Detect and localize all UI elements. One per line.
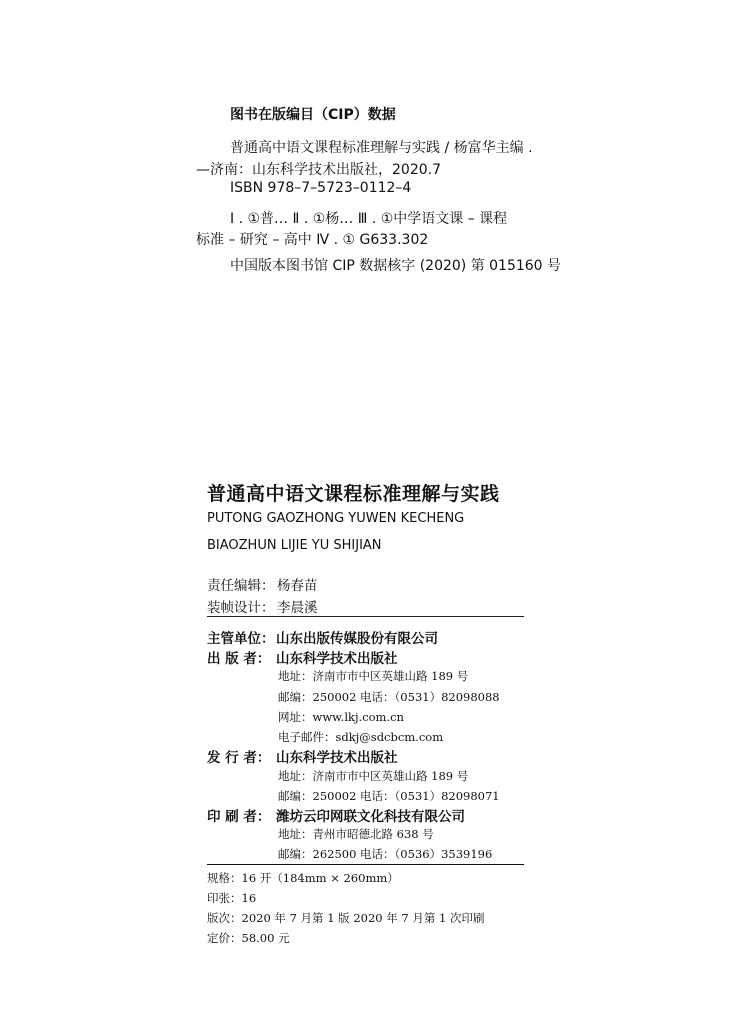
- cip-record-number: 中国版本图书馆 CIP 数据核字 (2020) 第 015160 号: [230, 258, 562, 274]
- cip-title-line: 普通高中语文课程标准理解与实践 / 杨富华主编 .: [230, 140, 533, 156]
- book-title-pinyin-2: BIAOZHUN LIJIE YU SHIJIAN: [207, 538, 382, 553]
- distributor-label: 发 行 者：: [207, 750, 271, 766]
- sheets-line: 印张：16: [207, 891, 257, 905]
- design-value: 李晨溪: [277, 600, 318, 616]
- publisher-label: 出 版 者：: [207, 651, 271, 667]
- edition-line: 版次：2020 年 7 月第 1 版 2020 年 7 月第 1 次印刷: [207, 911, 485, 925]
- divider-top: [207, 616, 524, 617]
- publisher-website: 网址：www.lkj.com.cn: [278, 710, 404, 724]
- editor-label: 责任编辑：: [207, 578, 275, 594]
- publisher-address: 地址：济南市市中区英雄山路 189 号: [278, 669, 469, 683]
- price-line: 定价：58.00 元: [207, 931, 290, 945]
- cip-heading: 图书在版编目（CIP）数据: [230, 107, 396, 123]
- sponsor-label: 主管单位：: [207, 631, 275, 647]
- distributor-address: 地址：济南市市中区英雄山路 189 号: [278, 769, 469, 783]
- publisher-email: 电子邮件：sdkj@sdcbcm.com: [278, 730, 444, 744]
- publisher-postcode-phone: 邮编：250002 电话：（0531）82098088: [278, 690, 500, 704]
- spec-line: 规格：16 开（184mm × 260mm）: [207, 871, 399, 885]
- printer-label: 印 刷 者：: [207, 809, 271, 825]
- cip-publisher-line: —济南：山东科学技术出版社，2020.7: [196, 162, 441, 178]
- printer-postcode-phone: 邮编：262500 电话：（0536）3539196: [278, 847, 493, 861]
- cip-classification-line-2: 标准 – 研究 – 高中 Ⅳ . ① G633.302: [196, 232, 429, 248]
- book-title-pinyin-1: PUTONG GAOZHONG YUWEN KECHENG: [207, 511, 465, 526]
- publisher-value: 山东科学技术出版社: [276, 651, 398, 667]
- editor-value: 杨春苗: [277, 578, 318, 594]
- divider-middle: [207, 864, 524, 865]
- printer-address: 地址：青州市昭德北路 638 号: [278, 827, 434, 841]
- cip-isbn: ISBN 978–7–5723–0112–4: [230, 180, 412, 196]
- distributor-value: 山东科学技术出版社: [276, 750, 398, 766]
- book-title: 普通高中语文课程标准理解与实践: [207, 483, 500, 505]
- printer-value: 潍坊云印网联文化科技有限公司: [276, 809, 465, 825]
- distributor-postcode-phone: 邮编：250002 电话：（0531）82098071: [278, 789, 500, 803]
- sponsor-value: 山东出版传媒股份有限公司: [276, 631, 438, 647]
- design-label: 装帧设计：: [207, 600, 275, 616]
- cip-classification-line: Ⅰ . ①普… Ⅱ . ①杨… Ⅲ . ①中学语文课 – 课程: [230, 211, 508, 227]
